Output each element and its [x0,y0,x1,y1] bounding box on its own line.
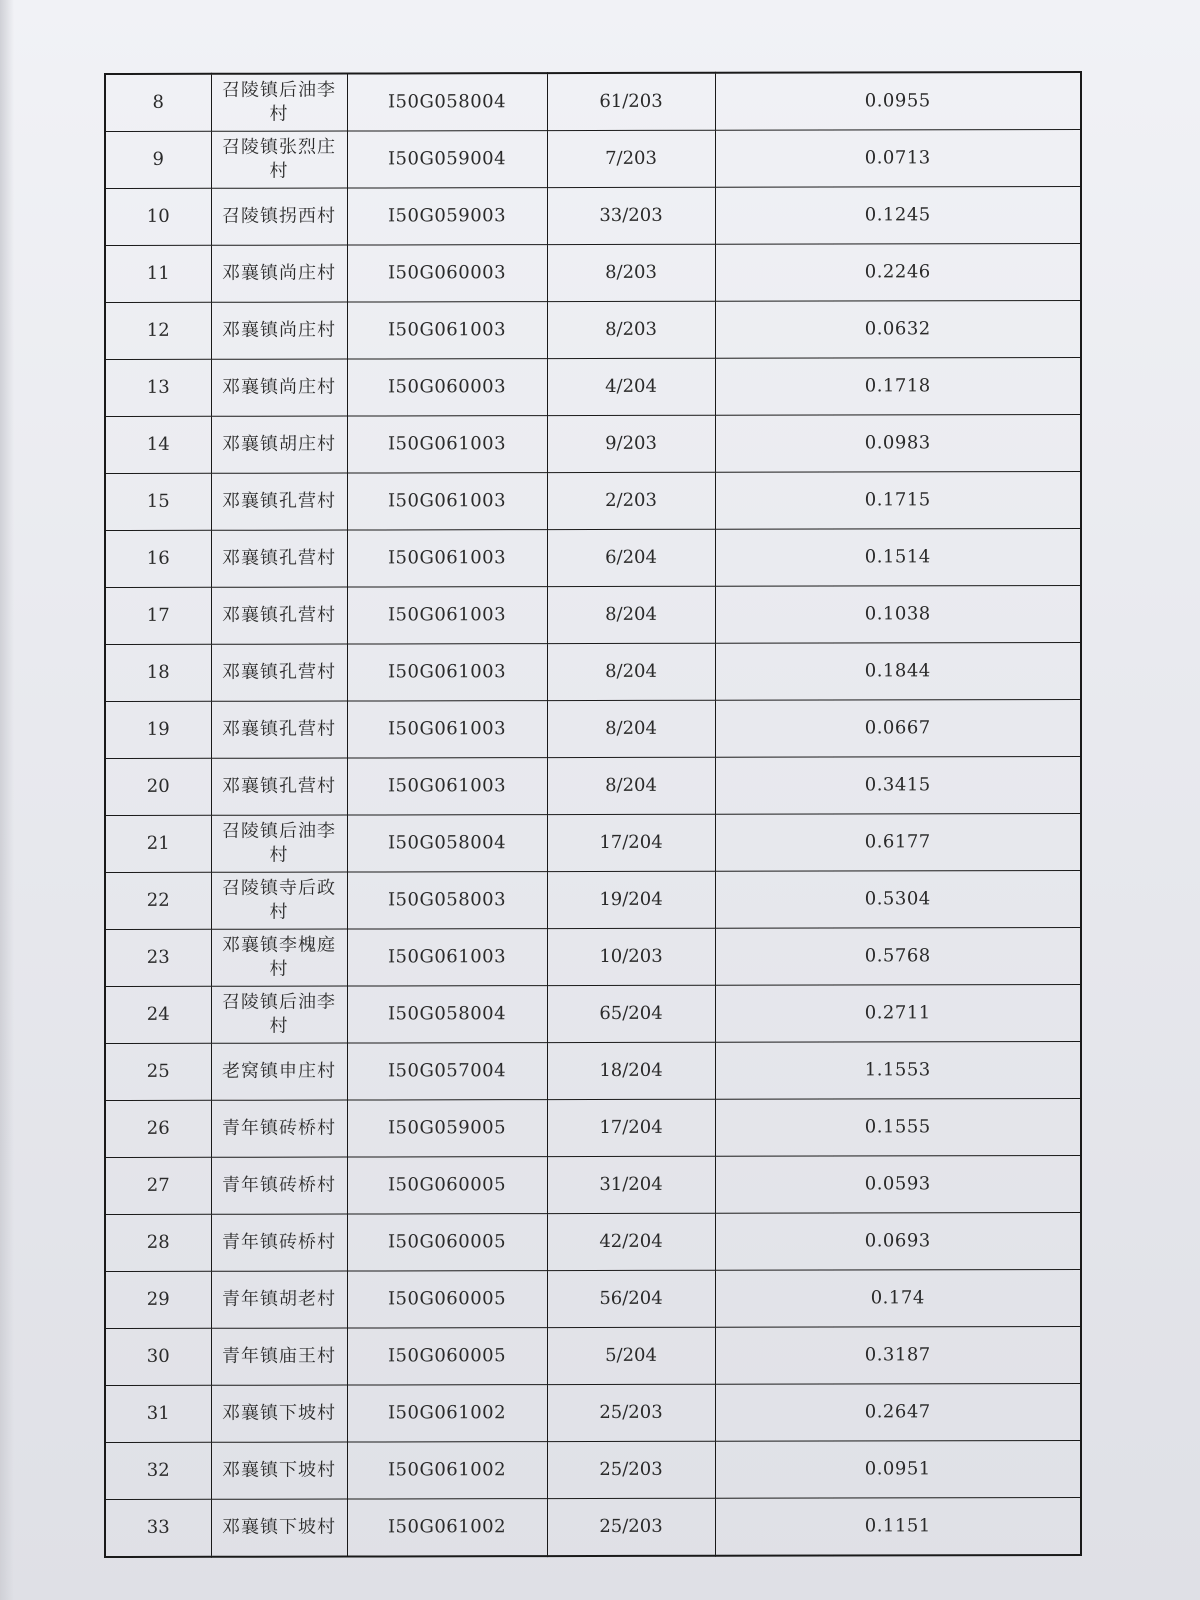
parcel-ratio-cell: 33/203 [547,187,715,244]
parcel-ratio-cell: 8/204 [547,643,715,700]
table-body [105,72,1081,1557]
village-name-cell [211,1328,347,1385]
row-number-cell: 19 [105,701,211,758]
area-value-cell: 0.1514 [715,528,1081,586]
area-value-cell: 0.0693 [715,1212,1081,1270]
village-name-cell [211,416,347,473]
row-number-cell: 10 [105,188,211,245]
village-name-cell [211,131,347,188]
village-name-text: 邓襄镇尚庄村 [222,262,336,284]
table-row [105,1326,1081,1385]
row-number-cell: 31 [105,1385,211,1442]
row-number-cell: 23 [105,929,211,986]
map-code-cell: I50G061002 [347,1499,547,1557]
village-name-text: 邓襄镇孔营村 [222,775,336,797]
village-name-cell [211,1499,347,1557]
row-number-cell: 29 [105,1271,211,1328]
parcel-ratio-cell: 5/204 [547,1327,715,1384]
parcel-ratio-cell: 17/204 [547,1099,715,1156]
map-code-cell: I50G061003 [347,416,547,473]
map-code-cell: I50G058004 [347,986,547,1043]
village-name-cell [211,929,347,986]
table-row [105,243,1081,302]
map-code-cell: I50G060005 [347,1328,547,1385]
area-value-cell: 0.1844 [715,642,1081,700]
village-name-cell [211,359,347,416]
table-row [105,699,1081,758]
village-name-cell [211,1043,347,1100]
area-value-cell: 0.1555 [715,1098,1081,1156]
village-name-text: 邓襄镇孔营村 [222,718,336,740]
village-name-cell [211,1214,347,1271]
village-name-cell [211,74,347,132]
map-code-cell: I50G061002 [347,1442,547,1499]
village-name-text: 邓襄镇下坡村 [222,1516,336,1538]
row-number-cell: 8 [105,74,211,132]
row-number-cell: 30 [105,1328,211,1385]
area-value-cell: 0.0667 [715,699,1081,757]
area-value-cell: 0.2711 [715,984,1081,1042]
village-name-text: 邓襄镇尚庄村 [222,376,336,398]
parcel-ratio-cell: 10/203 [547,928,715,985]
area-value-cell: 0.3187 [715,1326,1081,1384]
map-code-cell: I50G058004 [347,73,547,131]
village-name-cell [211,1442,347,1499]
village-name-text: 召陵镇拐西村 [222,205,336,227]
village-name-text: 青年镇砖桥村 [222,1174,336,1196]
row-number-cell: 15 [105,473,211,530]
map-code-cell: I50G061003 [347,587,547,644]
row-number-cell: 13 [105,359,211,416]
village-name-text: 召陵镇后油李村 [222,820,336,866]
table-row [105,528,1081,587]
area-value-cell: 0.1718 [715,357,1081,415]
parcel-ratio-cell: 8/204 [547,757,715,814]
row-number-cell: 25 [105,1043,211,1100]
table-row [105,1212,1081,1271]
parcel-ratio-cell: 17/204 [547,814,715,871]
parcel-ratio-cell: 4/204 [547,358,715,415]
map-code-cell: I50G061003 [347,701,547,758]
row-number-cell: 12 [105,302,211,359]
parcel-ratio-cell: 7/203 [547,130,715,187]
area-value-cell: 0.5304 [715,870,1081,928]
parcel-ratio-cell: 19/204 [547,871,715,928]
row-number-cell: 18 [105,644,211,701]
village-name-cell [211,1100,347,1157]
parcel-ratio-cell: 6/204 [547,529,715,586]
parcel-ratio-cell: 25/203 [547,1384,715,1441]
village-name-cell [211,758,347,815]
row-number-cell: 32 [105,1442,211,1499]
table-row [105,927,1081,986]
parcel-ratio-cell: 8/203 [547,244,715,301]
table-row [105,870,1081,929]
map-code-cell: I50G061002 [347,1385,547,1442]
village-name-text: 青年镇砖桥村 [222,1231,336,1253]
parcel-ratio-cell: 8/203 [547,301,715,358]
row-number-cell: 16 [105,530,211,587]
village-name-cell [211,1385,347,1442]
row-number-cell: 21 [105,815,211,872]
row-number-cell: 28 [105,1214,211,1271]
village-name-cell [211,815,347,872]
table-container [104,71,1080,1553]
table-row [105,984,1081,1043]
map-code-cell: I50G058004 [347,815,547,872]
parcel-ratio-cell: 42/204 [547,1213,715,1270]
map-code-cell: I50G060003 [347,245,547,302]
village-name-cell [211,1157,347,1214]
parcel-ratio-cell: 25/203 [547,1441,715,1498]
village-name-cell [211,872,347,929]
map-code-cell: I50G059005 [347,1100,547,1157]
area-value-cell: 0.0593 [715,1155,1081,1213]
area-value-cell: 0.0713 [715,129,1081,187]
area-value-cell: 0.1038 [715,585,1081,643]
area-value-cell: 0.1715 [715,471,1081,529]
map-code-cell: I50G061003 [347,644,547,701]
village-name-cell [211,644,347,701]
row-number-cell: 14 [105,416,211,473]
village-name-text: 邓襄镇下坡村 [222,1402,336,1424]
table-row [105,1269,1081,1328]
table-row [105,129,1081,188]
table-row [105,1155,1081,1214]
parcel-ratio-cell: 56/204 [547,1270,715,1327]
area-value-cell: 0.5768 [715,927,1081,985]
village-name-text: 邓襄镇孔营村 [222,604,336,626]
land-parcel-table [104,71,1082,1558]
row-number-cell: 22 [105,872,211,929]
table-row [105,72,1081,132]
village-name-text: 邓襄镇孔营村 [222,547,336,569]
area-value-cell: 0.3415 [715,756,1081,814]
table-row [105,642,1081,701]
area-value-cell: 0.0951 [715,1440,1081,1498]
table-row [105,186,1081,245]
village-name-cell [211,245,347,302]
map-code-cell: I50G059003 [347,188,547,245]
parcel-ratio-cell: 25/203 [547,1498,715,1556]
map-code-cell: I50G060005 [347,1214,547,1271]
map-code-cell: I50G061003 [347,473,547,530]
table-row [105,1383,1081,1442]
map-code-cell: I50G059004 [347,131,547,188]
row-number-cell: 27 [105,1157,211,1214]
village-name-text: 邓襄镇李槐庭村 [222,934,336,980]
row-number-cell: 26 [105,1100,211,1157]
map-code-cell: I50G061003 [347,758,547,815]
area-value-cell: 0.2246 [715,243,1081,301]
village-name-text: 邓襄镇尚庄村 [222,319,336,341]
village-name-cell [211,302,347,359]
parcel-ratio-cell: 65/204 [547,985,715,1042]
parcel-ratio-cell: 9/203 [547,415,715,472]
village-name-text: 邓襄镇下坡村 [222,1459,336,1481]
village-name-text: 召陵镇寺后政村 [222,877,336,923]
parcel-ratio-cell: 2/203 [547,472,715,529]
map-code-cell: I50G060005 [347,1271,547,1328]
map-code-cell: I50G060003 [347,359,547,416]
area-value-cell: 0.0955 [715,72,1081,130]
village-name-cell [211,530,347,587]
row-number-cell: 33 [105,1499,211,1557]
parcel-ratio-cell: 18/204 [547,1042,715,1099]
area-value-cell: 0.2647 [715,1383,1081,1441]
area-value-cell: 0.1151 [715,1497,1081,1555]
row-number-cell: 20 [105,758,211,815]
village-name-text: 召陵镇后油李村 [222,79,336,125]
village-name-text: 召陵镇张烈庄村 [222,136,336,182]
village-name-cell [211,986,347,1043]
row-number-cell: 11 [105,245,211,302]
parcel-ratio-cell: 31/204 [547,1156,715,1213]
village-name-text: 青年镇庙王村 [222,1345,336,1367]
map-code-cell: I50G061003 [347,530,547,587]
parcel-ratio-cell: 61/203 [547,73,715,131]
area-value-cell: 0.0632 [715,300,1081,358]
row-number-cell: 9 [105,131,211,188]
map-code-cell: I50G060005 [347,1157,547,1214]
village-name-text: 老窝镇申庄村 [222,1060,336,1082]
area-value-cell: 1.1553 [715,1041,1081,1099]
table-row [105,414,1081,473]
village-name-text: 邓襄镇孔营村 [222,490,336,512]
parcel-ratio-cell: 8/204 [547,586,715,643]
row-number-cell: 24 [105,986,211,1043]
area-value-cell: 0.0983 [715,414,1081,472]
table-row [105,1440,1081,1499]
map-code-cell: I50G058003 [347,872,547,929]
village-name-cell [211,587,347,644]
village-name-text: 召陵镇后油李村 [222,991,336,1037]
village-name-text: 青年镇砖桥村 [222,1117,336,1139]
map-code-cell: I50G061003 [347,302,547,359]
row-number-cell: 17 [105,587,211,644]
table-row [105,585,1081,644]
area-value-cell: 0.174 [715,1269,1081,1327]
village-name-cell [211,188,347,245]
table-row [105,1098,1081,1157]
village-name-text: 邓襄镇孔营村 [222,661,336,683]
village-name-cell [211,473,347,530]
table-row [105,300,1081,359]
table-row [105,1497,1081,1557]
map-code-cell: I50G061003 [347,929,547,986]
village-name-cell [211,701,347,758]
village-name-cell [211,1271,347,1328]
area-value-cell: 0.1245 [715,186,1081,244]
table-row [105,471,1081,530]
table-row [105,813,1081,872]
village-name-text: 邓襄镇胡庄村 [222,433,336,455]
table-row [105,1041,1081,1100]
parcel-ratio-cell: 8/204 [547,700,715,757]
village-name-text: 青年镇胡老村 [222,1288,336,1310]
table-row [105,357,1081,416]
map-code-cell: I50G057004 [347,1043,547,1100]
table-row [105,756,1081,815]
area-value-cell: 0.6177 [715,813,1081,871]
